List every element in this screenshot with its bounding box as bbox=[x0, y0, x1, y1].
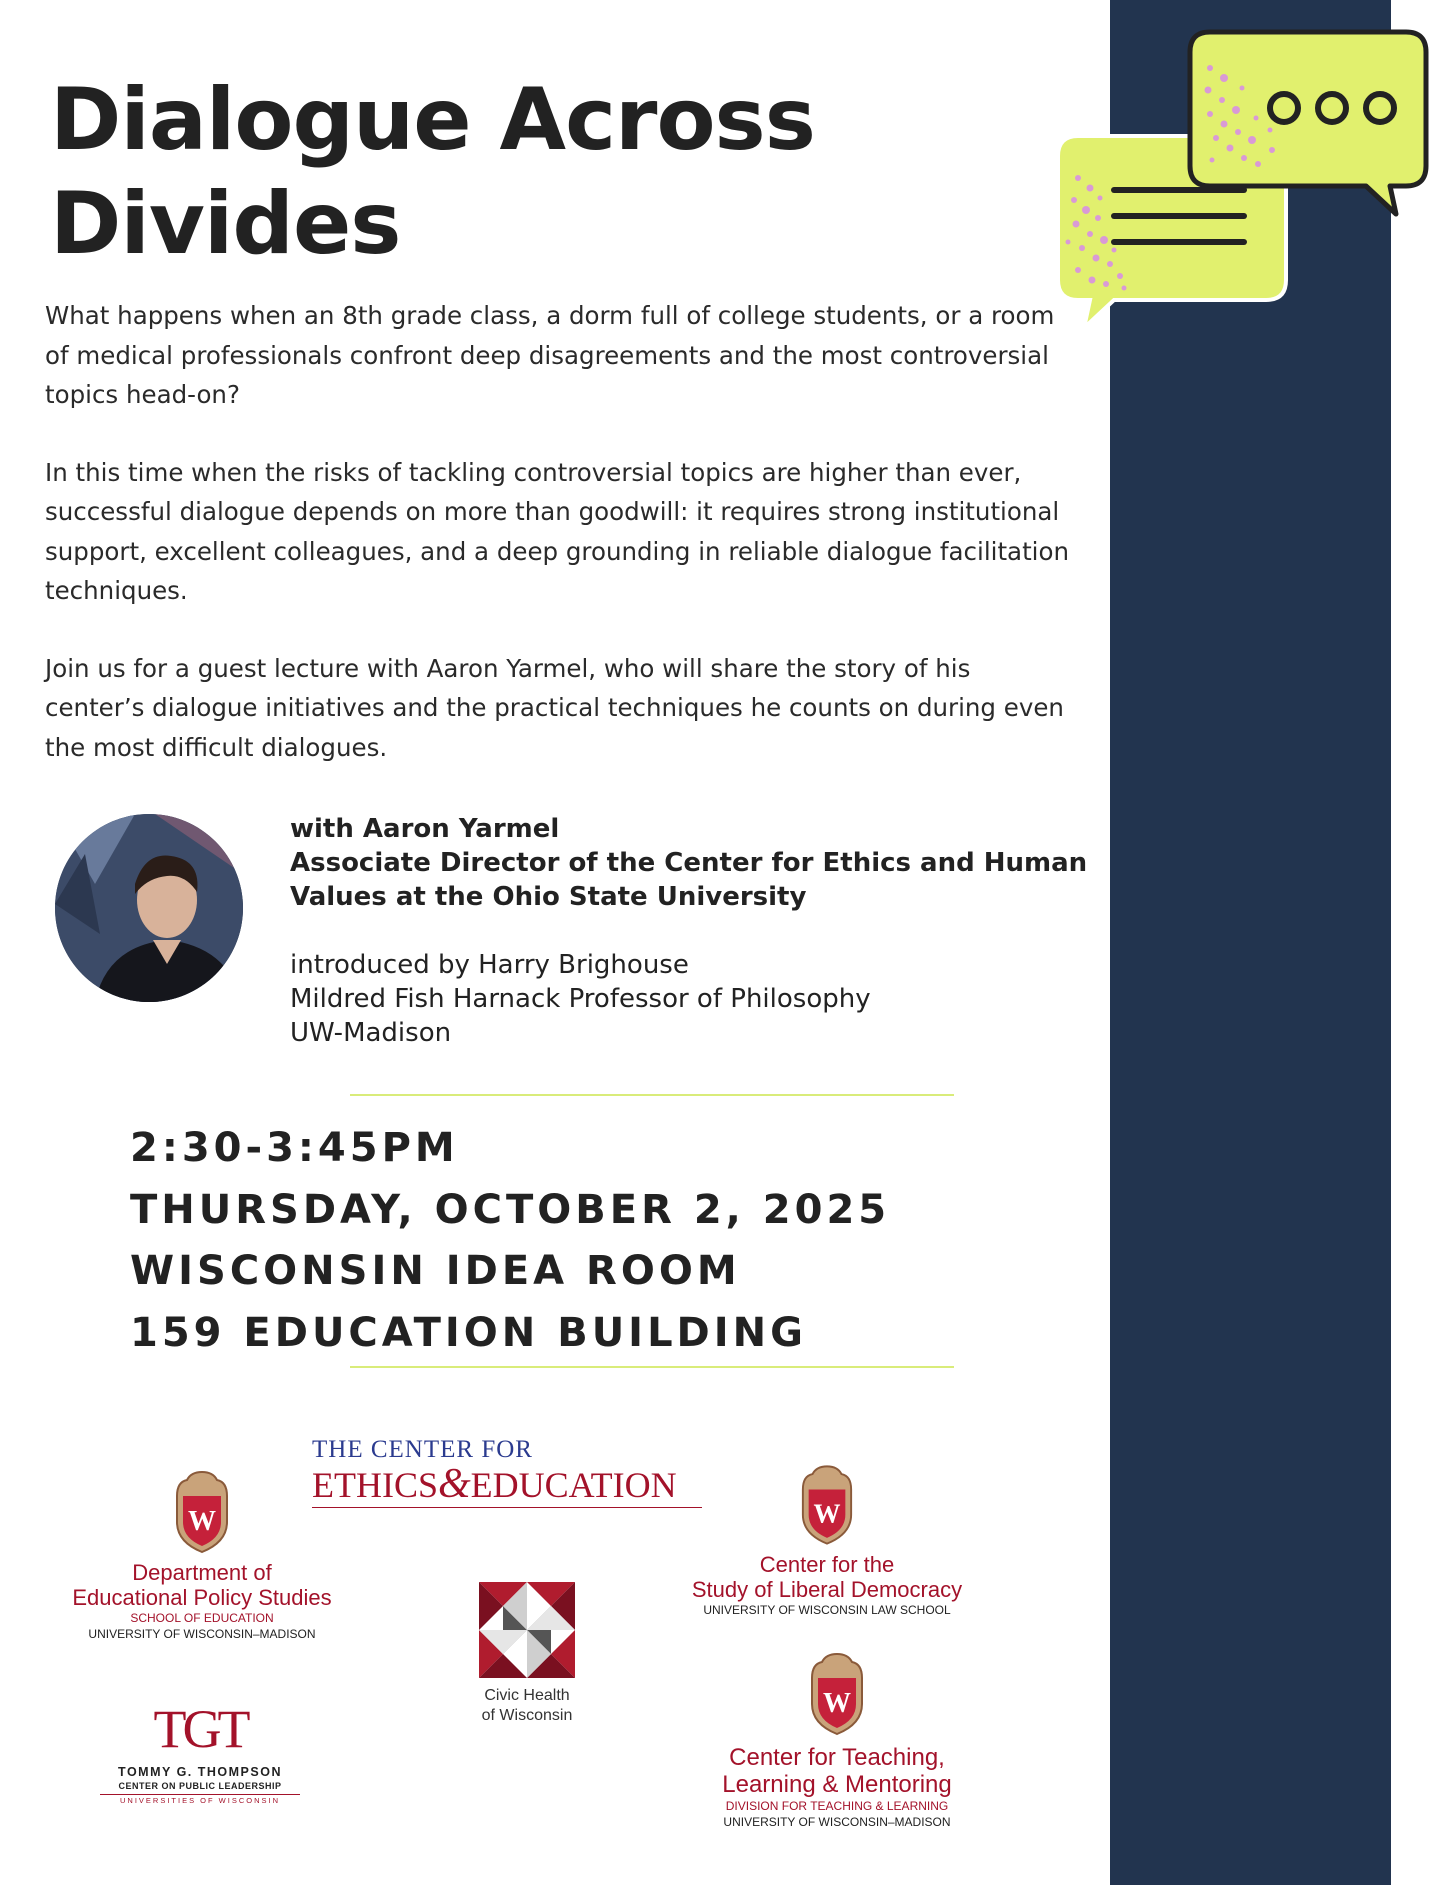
uw-crest-icon bbox=[173, 1470, 231, 1554]
ctlm-line-3: DIVISION FOR TEACHING & LEARNING bbox=[725, 1799, 949, 1813]
speaker-photo bbox=[55, 814, 243, 1002]
intro-paragraph-3: Join us for a guest lecture with Aaron Yarmel, who will share the story of his center’s dialogue initiatives and the practical techniques he counts on during even the most difficult dialogues. bbox=[45, 653, 1064, 762]
event-details bbox=[130, 1118, 1030, 1364]
quilt-block-icon bbox=[479, 1582, 575, 1678]
civic-line-1: Civic Health bbox=[484, 1687, 570, 1704]
ctlm-line-4: UNIVERSITY OF WISCONSIN–MADISON bbox=[723, 1815, 951, 1829]
intro-paragraph-2: In this time when the risks of tackling controversial topics are higher than ever, successful dialogue depends on more than goodwill: it requires strong institutional support, excellent colleagues, and a deep grounding in reliable dialogue facilitation techniques. bbox=[45, 457, 1069, 605]
speaker-info bbox=[290, 812, 1090, 1050]
event-building: 159 EDUCATION BUILDING bbox=[130, 1309, 807, 1356]
logo-center-teaching-learning bbox=[692, 1652, 982, 1830]
event-room: WISCONSIN IDEA ROOM bbox=[130, 1248, 741, 1294]
speaker-with: with Aaron Yarmel bbox=[290, 814, 560, 844]
event-date: THURSDAY, OCTOBER 2, 2025 bbox=[130, 1186, 891, 1233]
eps-line-3: SCHOOL OF EDUCATION bbox=[130, 1611, 274, 1625]
intro-text bbox=[45, 296, 1075, 805]
svg-text:W: W bbox=[823, 1688, 851, 1719]
svg-text:W: W bbox=[188, 1506, 216, 1537]
uw-crest-icon bbox=[808, 1652, 866, 1736]
uw-crest-icon bbox=[799, 1464, 855, 1546]
ctlm-line-1: Center for Teaching, bbox=[729, 1744, 945, 1771]
divider-top bbox=[350, 1094, 954, 1096]
speaker-title-1: Associate Director of the Center for Ethics and Human bbox=[290, 848, 1088, 878]
civic-line-2: of Wisconsin bbox=[481, 1707, 573, 1724]
tgt-mark: TGT bbox=[153, 1699, 247, 1759]
speaker-title-2: Values at the Ohio State University bbox=[290, 882, 807, 912]
introduced-by: introduced by Harry Brighouse bbox=[290, 950, 689, 980]
ctlm-line-2: Learning & Mentoring bbox=[722, 1771, 952, 1798]
tgt-line-1: TOMMY G. THOMPSON bbox=[118, 1765, 282, 1779]
chat-bubbles-icon bbox=[1048, 18, 1448, 338]
logo-tommy-thompson-center bbox=[100, 1700, 300, 1807]
introducer-title: Mildred Fish Harnack Professor of Philosophy bbox=[290, 984, 871, 1014]
speaker-portrait-icon bbox=[55, 814, 243, 1002]
event-time: 2:30-3:45PM bbox=[130, 1125, 459, 1171]
svg-text:W: W bbox=[813, 1498, 841, 1529]
cee-line-1: THE CENTER FOR bbox=[312, 1436, 533, 1463]
csld-line-2: Study of Liberal Democracy bbox=[691, 1577, 963, 1602]
introducer-affiliation: UW-Madison bbox=[290, 1018, 452, 1048]
csld-line-3: UNIVERSITY OF WISCONSIN LAW SCHOOL bbox=[703, 1603, 951, 1617]
eps-line-2: Educational Policy Studies bbox=[72, 1585, 332, 1610]
tgt-line-2: CENTER ON PUBLIC LEADERSHIP bbox=[100, 1780, 300, 1795]
cee-ampersand: & bbox=[438, 1461, 471, 1507]
csld-line-1: Center for the bbox=[759, 1552, 895, 1577]
eps-line-1: Department of bbox=[132, 1560, 272, 1585]
page-title bbox=[50, 68, 950, 276]
logo-civic-health-wisconsin bbox=[462, 1582, 592, 1726]
cee-ethics: ETHICS bbox=[312, 1465, 438, 1505]
tgt-line-3: UNIVERSITIES OF WISCONSIN bbox=[119, 1796, 280, 1805]
title-line-1: Dialogue Across bbox=[50, 70, 815, 170]
title-line-2: Divides bbox=[50, 174, 401, 274]
eps-line-4: UNIVERSITY OF WISCONSIN–MADISON bbox=[88, 1627, 316, 1641]
logo-educational-policy-studies bbox=[52, 1470, 352, 1642]
intro-paragraph-1: What happens when an 8th grade class, a dorm full of college students, or a room of medical professionals confront deep disagreements and the most controversial topics head-on? bbox=[45, 301, 1055, 409]
cee-education: EDUCATION bbox=[470, 1465, 677, 1505]
logo-center-ethics-education bbox=[312, 1436, 702, 1508]
logo-center-liberal-democracy bbox=[662, 1464, 992, 1618]
divider-bottom bbox=[350, 1366, 954, 1368]
